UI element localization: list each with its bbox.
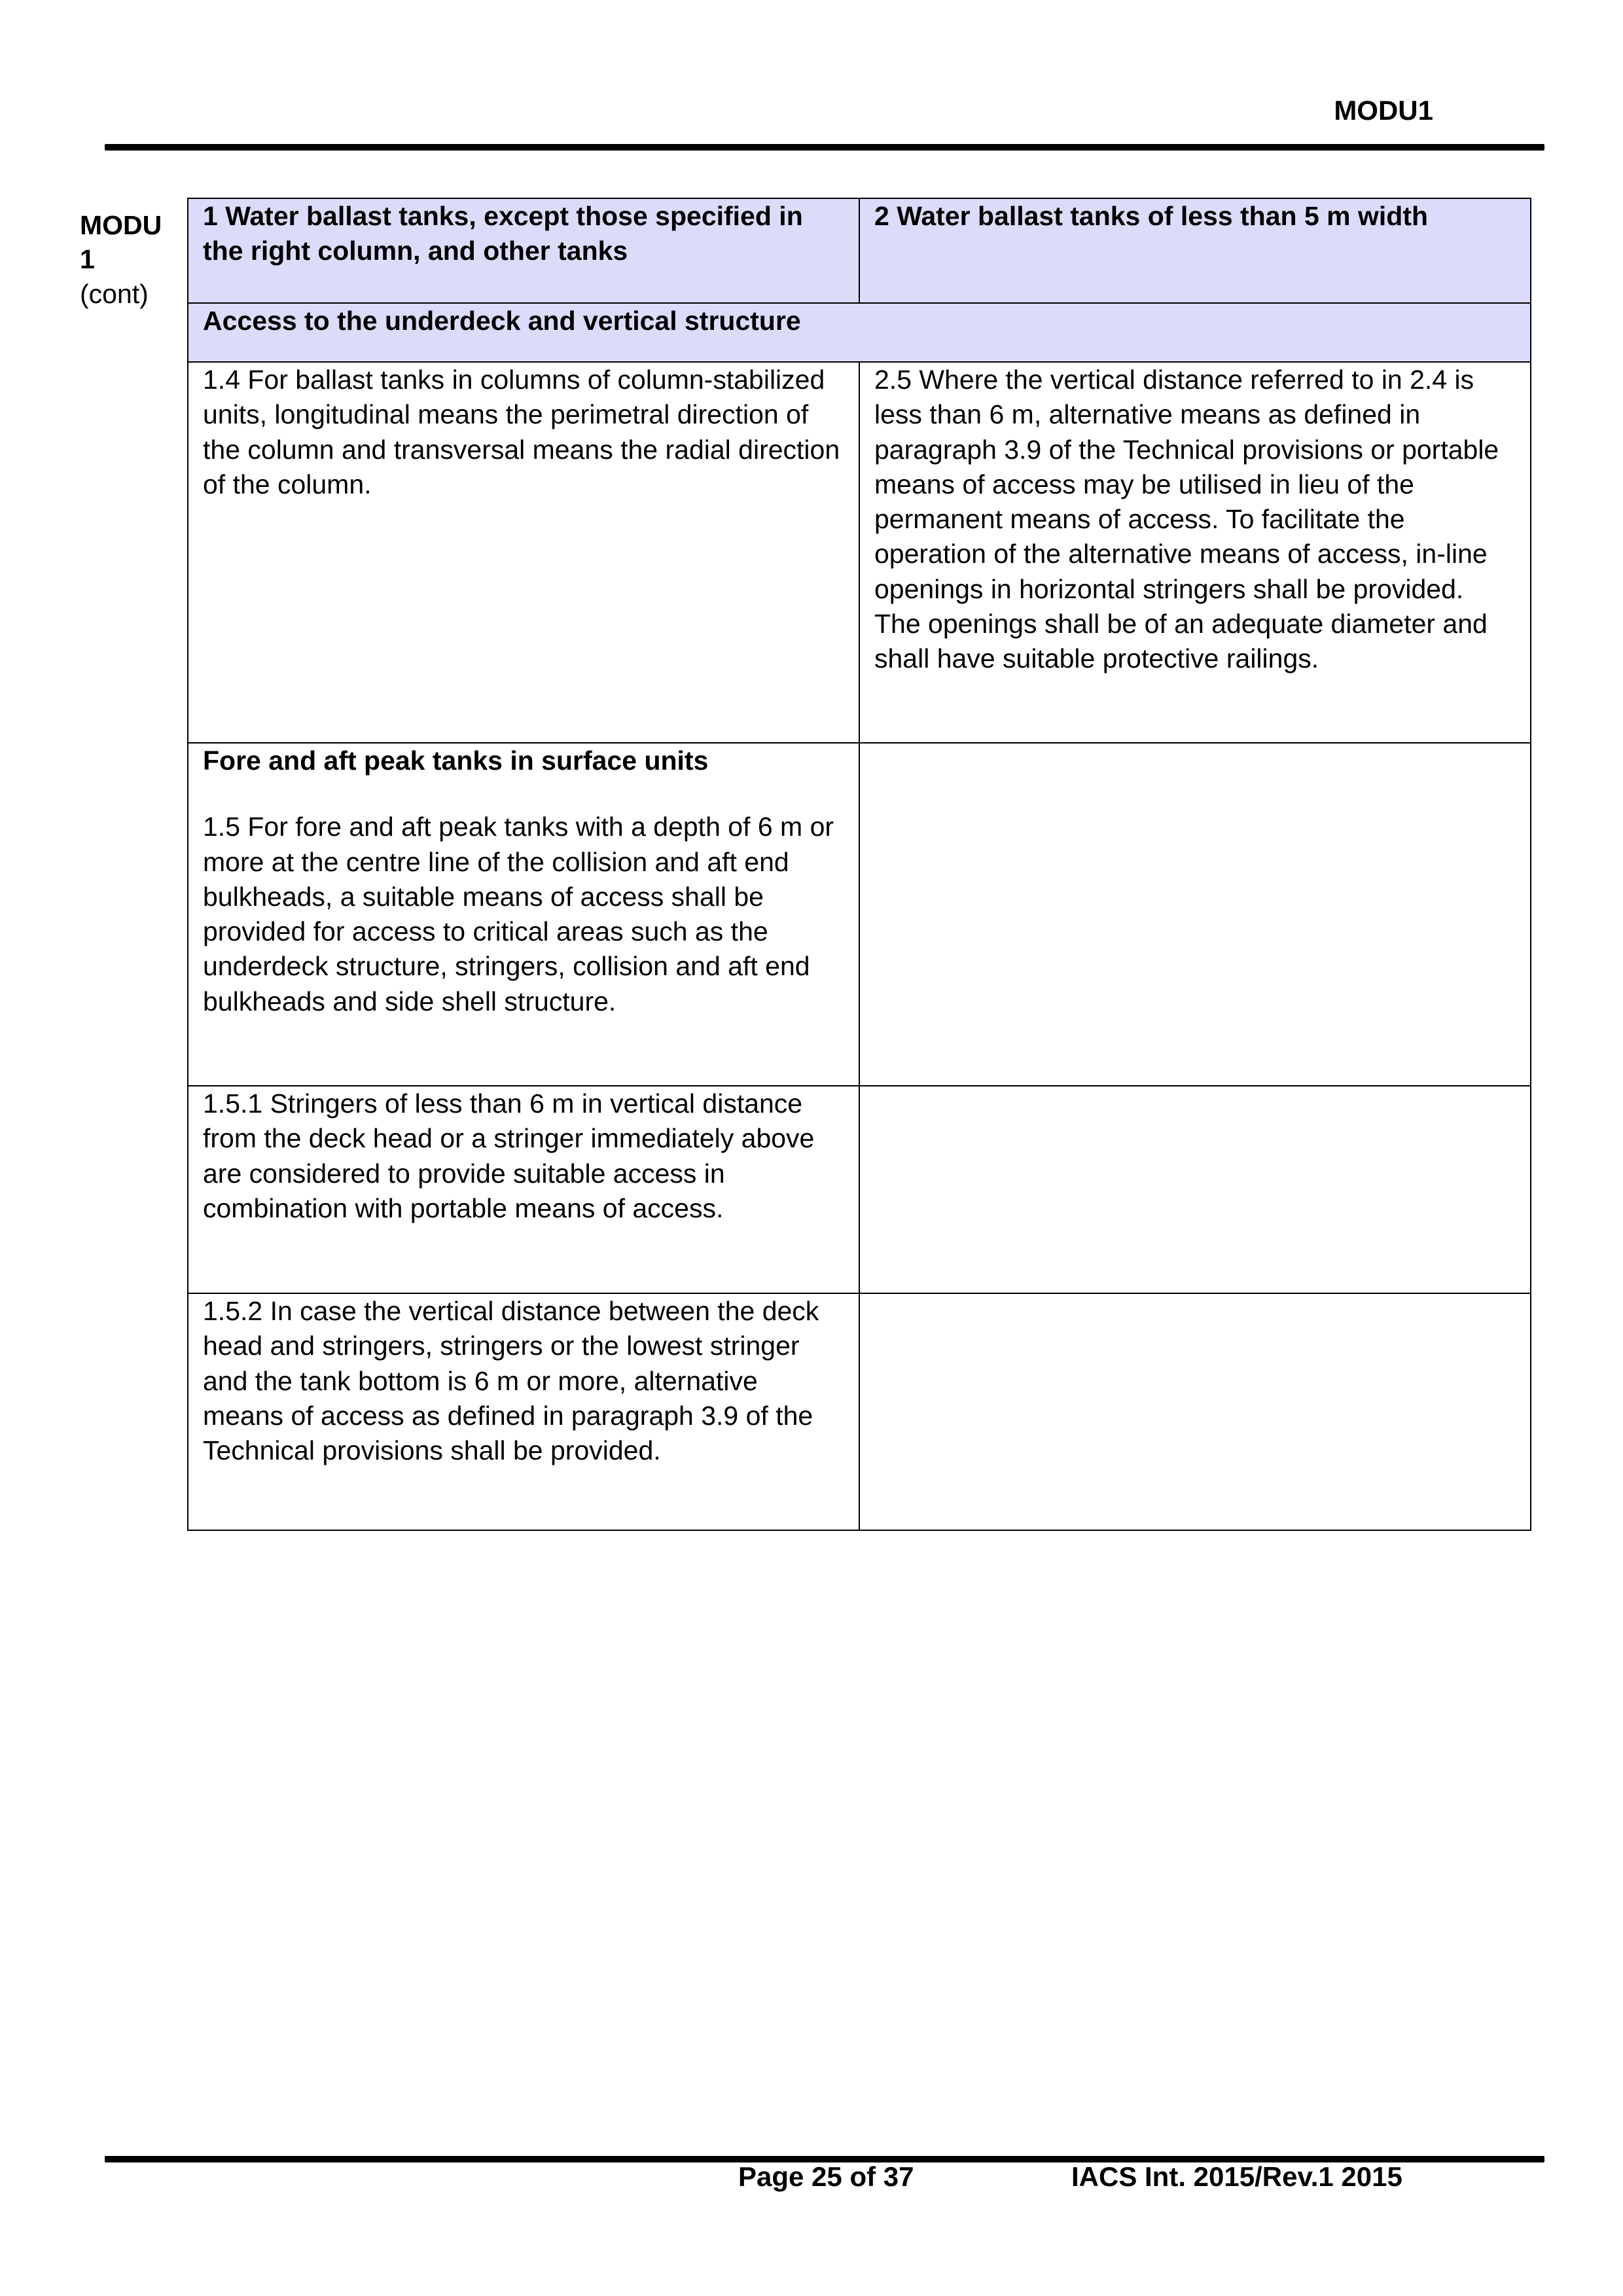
page-number: Page 25 of 37 xyxy=(738,2161,914,2192)
table-cell-right xyxy=(859,743,1531,1086)
table-cell-left: 1.4 For ballast tanks in columns of column-stabilized units, longitudinal means the perimetral direction of the column and transversal means the radial direction of the column. xyxy=(188,362,859,743)
table-cell-right xyxy=(859,1293,1531,1530)
table-row xyxy=(188,743,1531,1086)
column-header-2: 2 Water ballast tanks of less than 5 m width xyxy=(859,198,1531,303)
table-header-row xyxy=(188,198,1531,303)
requirements-table xyxy=(187,198,1531,1531)
table-cell-left: 1.5.1 Stringers of less than 6 m in vertical distance from the deck head or a stringer immediately above are considered to provide suitable access in combination with portable means of access. xyxy=(188,1086,859,1293)
section-title: Access to the underdeck and vertical structure xyxy=(188,303,1531,362)
table-cell-right xyxy=(859,1086,1531,1293)
margin-code: MODU 1 xyxy=(80,210,162,275)
header-rule xyxy=(105,144,1544,151)
document-reference: IACS Int. 2015/Rev.1 2015 xyxy=(1071,2161,1402,2192)
table-row xyxy=(188,1086,1531,1293)
column-header-1: 1 Water ballast tanks, except those specified in the right column, and other tanks xyxy=(188,198,859,303)
margin-note: (cont) xyxy=(80,278,149,309)
section-row xyxy=(188,303,1531,362)
table-row xyxy=(188,1293,1531,1530)
subsection-heading: Fore and aft peak tanks in surface units xyxy=(203,745,709,776)
table-row xyxy=(188,362,1531,743)
margin-label xyxy=(80,208,178,311)
table-cell-left xyxy=(188,743,859,1086)
table-cell-left: 1.5.2 In case the vertical distance between the deck head and stringers, stringers or the lowest stringer and the tank bottom is 6 m or more, alternative means of access as defined in paragraph 3.9 of the Technical provisions shall be provided. xyxy=(188,1293,859,1530)
table-cell-right: 2.5 Where the vertical distance referred to in 2.4 is less than 6 m, alternative means as defined in paragraph 3.9 of the Technical provisions or portable means of access may be utilised in lieu of the permanent means of access. To facilitate the operation of the alternative means of access, in-line openings in horizontal stringers shall be provided. The openings shall be of an adequate diameter and shall have suitable protective railings. xyxy=(859,362,1531,743)
page-header-code: MODU1 xyxy=(1334,95,1433,126)
cell-text: 1.5 For fore and aft peak tanks with a depth of 6 m or more at the centre line of the collision and aft end bulkheads, a suitable means of access shall be provided for access to critical areas such as the underdeck structure, stringers, collision and aft end bulkheads and side shell structure. xyxy=(203,812,834,1016)
